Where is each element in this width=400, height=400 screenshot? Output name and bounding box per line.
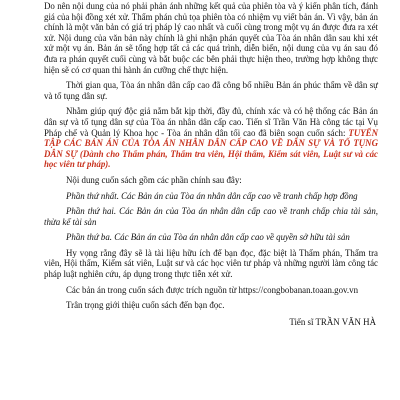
paragraph-contents-intro: Nội dung cuốn sách gồm các phần chính sau đây: — [66, 174, 242, 185]
paragraph-hope: Hy vọng rằng đây sẽ là tài liệu hữu ích để bạn đọc, đặc biệt là Thẩm phán, Thẩm tra viên, Hội thẩm, Kiểm sát viên, Luật sư và các học viên tư pháp và những người làm công tác pháp luật nghiên cứu, áp dụng trong thực tiễn xét xử. — [44, 247, 378, 280]
paragraph-closing: Trân trọng giới thiệu cuốn sách đến bạn đọc. — [66, 300, 225, 311]
source-link[interactable]: https://congbobanan.toaan.gov.vn — [238, 284, 359, 295]
paragraph-intro-text: Do nên nội dung của nó phải phản ánh những kết quả của phiên tòa và ý kiến phân tích, đánh giá của hội đồng xét xử. Thẩm phán chủ tọa phiên tòa có nhiệm vụ viết bản án. Vì vậy, bản án chính là một văn bản có giá trị pháp lý cao nhất và cuối cùng trong một vụ án được đưa ra xét xử. Nội dung của văn bản này chính là ghi nhận phán quyết của Tòa án nhân dân sau khi xét xử một vụ án. Bản án sẽ tổng hợp tất cả các quá trình, diễn biến, nội dung của vụ án sau đó đưa ra phán quyết cuối cùng và bắt buộc các bên phải thực hiện theo, trường hợp không thực hiện sẽ có cơ quan thi hành án cưỡng chế thực hiện. — [44, 1, 378, 75]
part-one: Phần thứ nhất. Các Bản án của Tòa án nhân dân cấp cao về tranh chấp hợp đồng — [66, 190, 358, 201]
book-title: TUYỂN TẬP CÁC BẢN ÁN CỦA TÒA ÁN NHÂN DÂN CẤP CAO VỀ DÂN SỰ VÀ TỐ TỤNG DÂN SỰ (Dành cho Thẩm phán, Thẩm tra viên, Hội thẩm, Kiểm sát viên, Luật sư và các học viên tư pháp). — [44, 127, 378, 170]
part-three: Phần thứ ba. Các Bản án của Tòa án nhân dân cấp cao về quyền sở hữu tài sản — [66, 232, 350, 243]
part-two: Phần thứ hai. Các Bản án của Tòa án nhân dân cấp cao về tranh chấp chia tài sản, thừa kế tài sản — [44, 206, 378, 227]
paragraph-book-purpose-text: Nhằm giúp quý độc giả nắm bắt kịp thời, đầy đủ, chính xác và có hệ thống các Bản án dân sự và tố tụng dân sự của Tòa án nhân dân cấp cao. Tiến sĩ Trần Văn Hà công tác tại Vụ Pháp chế và Quản lý Khoa học - Tòa án nhân dân tối cao đã biên soạn cuốn sách: — [44, 106, 378, 138]
author-signature: Tiến sĩ TRẦN VĂN HÀ — [289, 316, 376, 327]
paragraph-book-purpose — [44, 106, 378, 170]
paragraph-source — [44, 285, 378, 296]
paragraph-source-text: Các bản án trong cuốn sách được trích nguồn từ — [66, 284, 239, 295]
paragraph-recent-judgments: Thời gian qua, Tòa án nhân dân cấp cao đã công bố nhiều Bản án phúc thẩm về dân sự và tố tụng dân sự. — [44, 80, 378, 101]
paragraph-intro — [44, 0, 378, 75]
